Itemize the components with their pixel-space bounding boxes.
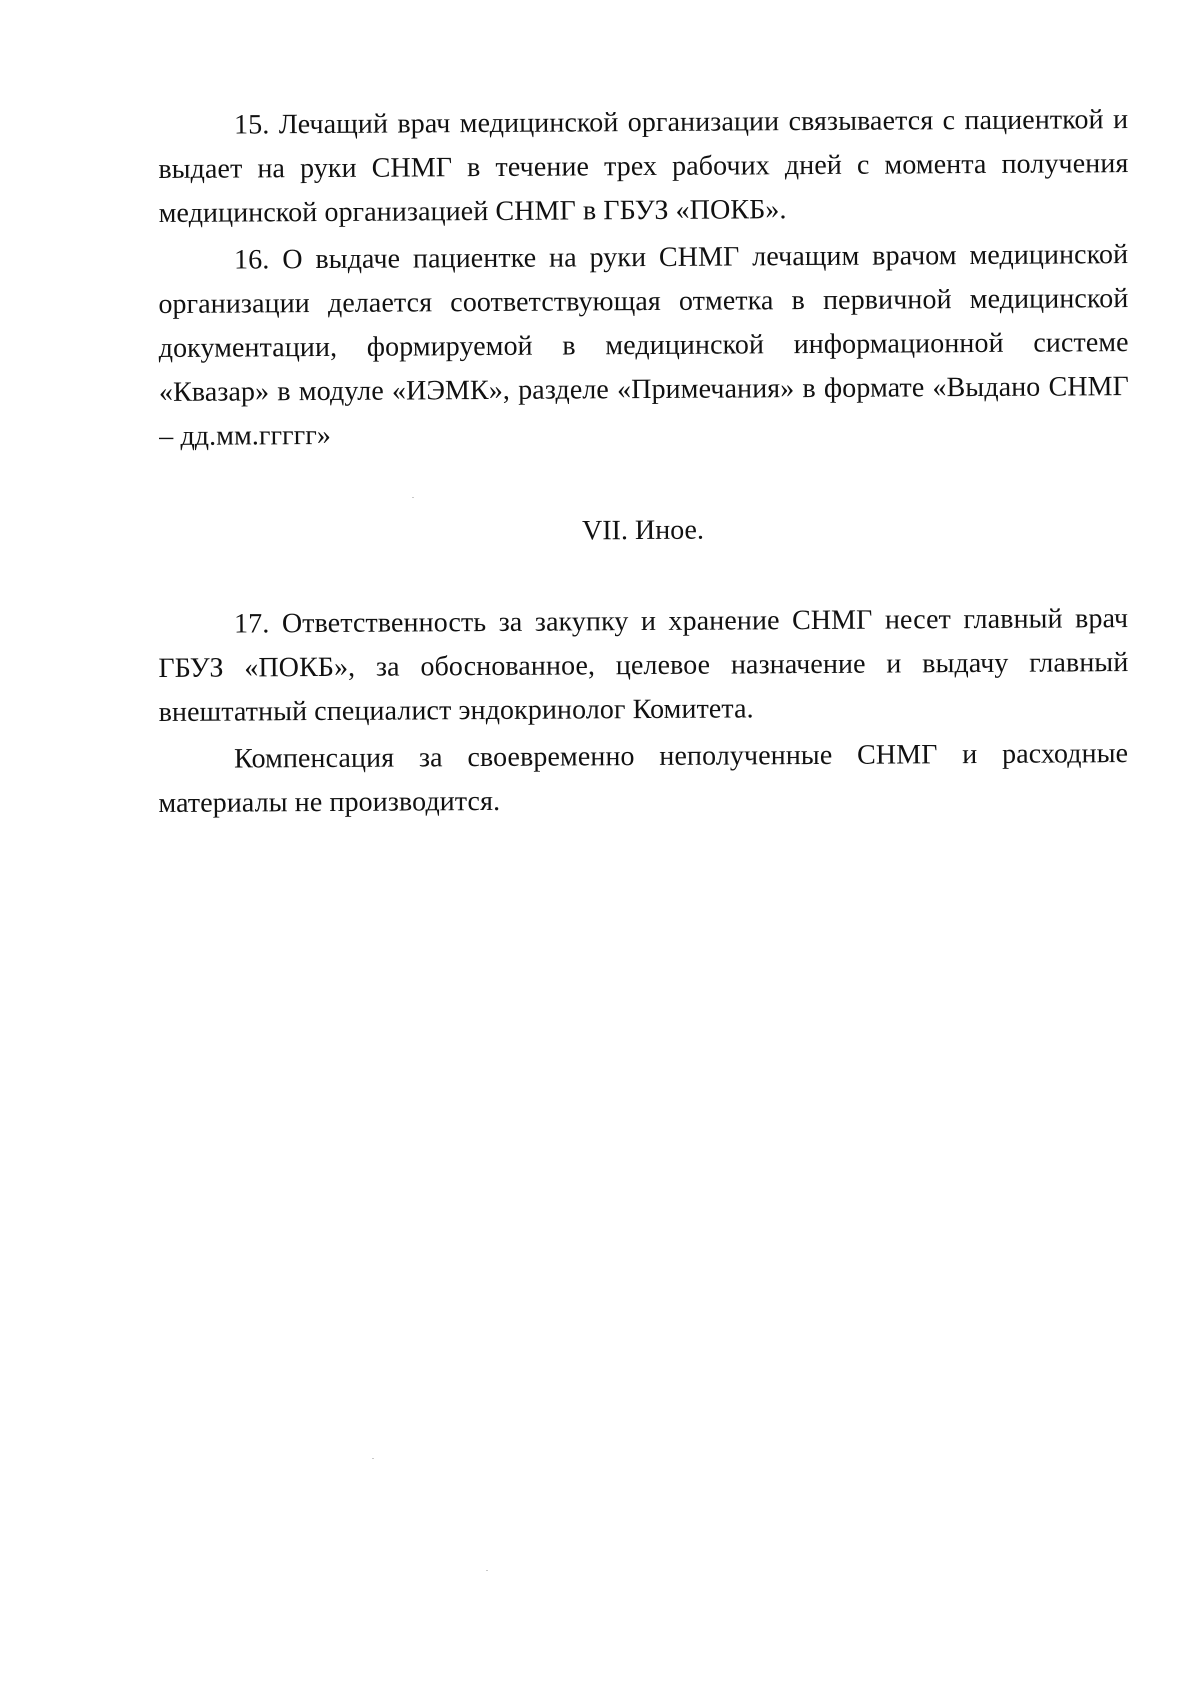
section-heading: VII. Иное. [581,514,705,547]
document-body [158,104,1128,826]
scan-speck [486,1570,488,1571]
paragraph-15: 15. Лечащий врач медицинской организации связывается с пациенткой и выдает на руки СНМГ в течение трех рабочих дней с момента получения медицинской организацией СНМГ в ГБУЗ «ПОКБ». [158,104,1129,229]
paragraph-17: 17. Ответственность за закупку и хранение СНМГ несет главный врач ГБУЗ «ПОКБ», за обоснованное, целевое назначение и выдачу главный внештатный специалист эндокринолог Комитета. [158,603,1129,728]
scan-speck [372,1458,374,1459]
paragraph-16: 16. О выдаче пациентке на руки СНМГ лечащим врачом медицинской организации делается соответствующая отметка в первичной медицинской документации, формируемой в медицинской информационной системе «Квазар» в модуле «ИЭМК», разделе «Примечания» в формате «Выдано СНМГ – дд.мм.ггггг» [158,239,1130,452]
paragraph-compensation: Компенсация за своевременно неполученные СНМГ и расходные материалы не производится. [158,738,1129,819]
scan-speck [412,497,414,498]
